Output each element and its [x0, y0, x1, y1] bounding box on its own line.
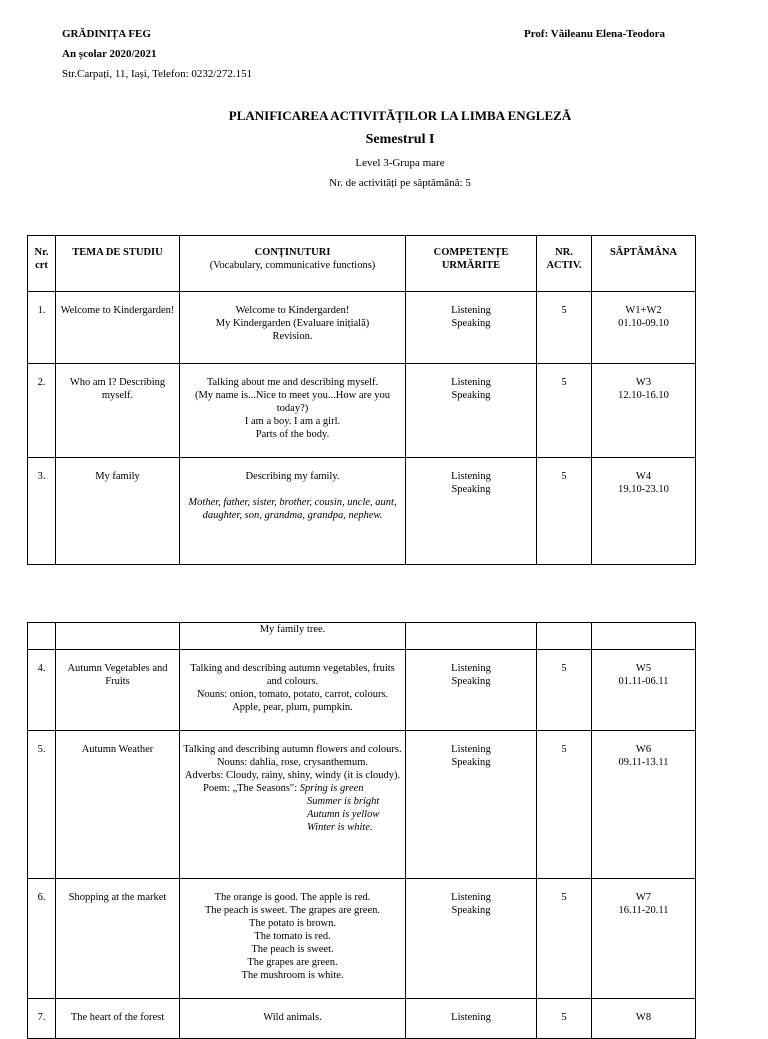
content-italic: Mother, father, sister, brother, cousin, uncle, aunt, daughter, son, grandma, grandpa, nephew. [188, 497, 397, 521]
activities-text: Nr. de activități pe săptămână: 5 [329, 177, 471, 189]
content-line: The peach is sweet. The grapes are green. [204, 905, 380, 916]
week-dates: 01.10-09.10 [618, 318, 669, 329]
table-row [28, 650, 696, 731]
table-header-row [28, 236, 696, 292]
row-content [180, 731, 406, 879]
row-nr: 6. [28, 879, 56, 999]
row-week [592, 999, 696, 1039]
content-line: Describing my family. [245, 471, 340, 482]
poem-line [183, 782, 402, 795]
table-row [28, 292, 696, 364]
content-line: Apple, pear, plum, pumpkin. [232, 702, 353, 713]
row-nr: 1. [28, 292, 56, 364]
table-row [28, 364, 696, 458]
week-label: W4 [635, 471, 652, 482]
header-continuturi-title: CONȚINUTURI [254, 247, 331, 258]
row-activ: 5 [537, 731, 592, 879]
content-line: The mushroom is white. [241, 970, 344, 981]
row-tema: The heart of the forest [56, 999, 180, 1039]
row-activ: 5 [537, 458, 592, 565]
content-line: I am a boy. I am a girl. [244, 416, 341, 427]
row-tema: Who am I? Describing myself. [56, 364, 180, 458]
row-content [180, 458, 406, 565]
week-dates: 01.11-06.11 [618, 676, 669, 687]
content-line: Wild animals. [263, 1012, 322, 1023]
header-saptamana: SĂPTĂMÂNA [592, 236, 696, 292]
school-address: Str.Carpați, 11, Iași, Telefon: 0232/272.151 [62, 68, 253, 80]
content-line: My Kindergarden (Evaluare inițială) [215, 318, 370, 329]
comp-line: Speaking [451, 318, 491, 329]
row-week [592, 879, 696, 999]
content-line: Revision. [272, 331, 313, 342]
week-label: W6 [635, 744, 652, 755]
table-row [28, 999, 696, 1039]
comp-line: Speaking [451, 905, 491, 916]
poem-verse: Autumn is yellow [307, 809, 380, 820]
semester-title: Semestrul I [365, 132, 435, 147]
row-content [180, 364, 406, 458]
row-content [180, 999, 406, 1039]
row-week [592, 650, 696, 731]
level-text: Level 3-Grupa mare [355, 157, 445, 169]
row-nr: 4. [28, 650, 56, 731]
poem-verse: Summer is bright [307, 796, 380, 807]
row-week [592, 458, 696, 565]
row-week [592, 731, 696, 879]
content-line: Talking and describing autumn vegetables, fruits and colours. [190, 663, 395, 687]
content-line: Adverbs: Cloudy, rainy, shiny, windy (it is cloudy). [184, 770, 401, 781]
row-activ: 5 [537, 364, 592, 458]
poem-verse: Spring is green [299, 783, 364, 794]
row-nr: 3. [28, 458, 56, 565]
header-continuturi [180, 236, 406, 292]
row-content: My family tree. [180, 623, 406, 650]
header-tema: TEMA DE STUDIU [56, 236, 180, 292]
school-year: An școlar 2020/2021 [62, 48, 157, 60]
header-nr: Nr. crt [28, 236, 56, 292]
row-tema: Shopping at the market [56, 879, 180, 999]
comp-line: Listening [451, 663, 491, 674]
teacher-name: Prof: Văileanu Elena-Teodora [524, 28, 665, 40]
content-line: The potato is brown. [249, 918, 336, 929]
content-line: The tomato is red. [254, 931, 331, 942]
row-content [180, 879, 406, 999]
comp-line: Listening [451, 892, 491, 903]
planning-table-continued [27, 622, 696, 1039]
row-week [592, 364, 696, 458]
planning-table [27, 235, 696, 565]
content-line: Nouns: dahlia, rose, crysanthemum. [216, 757, 369, 768]
week-label: W5 [635, 663, 652, 674]
comp-line: Speaking [451, 757, 491, 768]
poem-label: Poem: „The Seasons": [203, 783, 298, 794]
row-activ: 5 [537, 650, 592, 731]
row-activ: 5 [537, 292, 592, 364]
header-activ: NR. ACTIV. [537, 236, 592, 292]
week-dates: 19.10-23.10 [618, 484, 669, 495]
row-tema: Autumn Vegetables and Fruits [56, 650, 180, 731]
comp-line: Speaking [451, 676, 491, 687]
week-dates: 12.10-16.10 [618, 390, 669, 401]
poem-verse: Winter is white. [307, 822, 373, 833]
row-competente [406, 650, 537, 731]
week-label: W1+W2 [625, 305, 662, 316]
content-line: Nouns: onion, tomato, potato, carrot, colours. [196, 689, 389, 700]
page-title: PLANIFICAREA ACTIVITĂȚILOR LA LIMBA ENGLEZĂ [228, 108, 572, 123]
row-competente [406, 364, 537, 458]
row-content [180, 292, 406, 364]
content-line: Parts of the body. [255, 429, 330, 440]
week-label: W7 [635, 892, 652, 903]
comp-line: Listening [451, 471, 491, 482]
row-tema: Autumn Weather [56, 731, 180, 879]
row-content [180, 650, 406, 731]
row-activ: 5 [537, 879, 592, 999]
week-dates: 09.11-13.11 [618, 757, 669, 768]
week-label: W3 [635, 377, 652, 388]
comp-line: Speaking [451, 390, 491, 401]
comp-line: Listening [451, 744, 491, 755]
school-name: GRĂDINIȚA FEG [62, 28, 151, 40]
row-competente [406, 731, 537, 879]
content-line: Welcome to Kindergarden! [235, 305, 350, 316]
row-competente [406, 458, 537, 565]
table-row [28, 879, 696, 999]
week-label: W8 [635, 1012, 652, 1023]
row-tema: Welcome to Kindergarden! [56, 292, 180, 364]
comp-line: Speaking [451, 484, 491, 495]
content-line: Talking and describing autumn flowers and colours. [183, 744, 402, 755]
comp-line: Listening [451, 1012, 491, 1023]
row-activ: 5 [537, 999, 592, 1039]
row-competente [406, 879, 537, 999]
header-competente: COMPETENȚE URMĂRITE [406, 236, 537, 292]
row-week [592, 292, 696, 364]
row-nr: 5. [28, 731, 56, 879]
comp-line: Listening [451, 377, 491, 388]
content-line: The grapes are green. [247, 957, 338, 968]
header-continuturi-sub: (Vocabulary, communicative functions) [209, 260, 376, 271]
row-nr: 7. [28, 999, 56, 1039]
comp-line: Listening [451, 305, 491, 316]
content-line: Talking about me and describing myself. [206, 377, 379, 388]
table-row [28, 731, 696, 879]
row-competente [406, 999, 537, 1039]
table-row [28, 458, 696, 565]
week-dates: 16.11-20.11 [618, 905, 669, 916]
content-line: The orange is good. The apple is red. [214, 892, 371, 903]
row-nr: 2. [28, 364, 56, 458]
row-tema: My family [56, 458, 180, 565]
content-line: (My name is...Nice to meet you...How are you today?) [194, 390, 391, 414]
content-line: The peach is sweet. [251, 944, 334, 955]
table-row-continuation [28, 623, 696, 650]
row-competente [406, 292, 537, 364]
